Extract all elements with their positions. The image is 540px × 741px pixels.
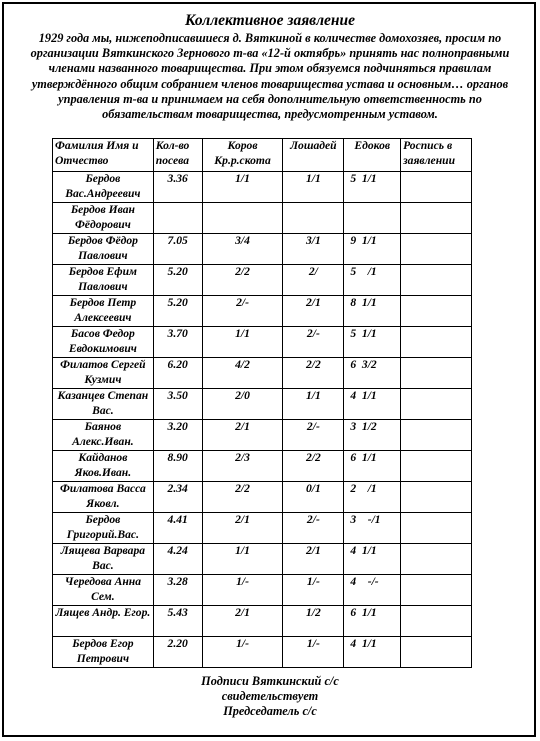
table-header-row <box>53 139 472 172</box>
cell-signature <box>401 420 472 451</box>
cell-name: Чередова Анна Сем. <box>53 575 154 606</box>
cell-name: Бердов Егор Петрович <box>53 637 154 668</box>
cell-name: Казанцев Степан Вас. <box>53 389 154 420</box>
table-row <box>53 544 472 575</box>
application-text <box>14 31 526 122</box>
cell-cows: 2/0 <box>202 389 283 420</box>
cell-cows: 2/1 <box>202 420 283 451</box>
cell-cows: 2/- <box>202 296 283 327</box>
cell-sown: 5.20 <box>153 265 202 296</box>
cell-signature <box>401 389 472 420</box>
header-sown: Кол-во посева <box>153 139 202 172</box>
cell-eaters: 4 1/1 <box>344 389 401 420</box>
cell-signature <box>401 544 472 575</box>
cell-cows: 1/- <box>202 575 283 606</box>
cell-horses: 2/- <box>283 513 344 544</box>
cell-eaters: 3 -/1 <box>344 513 401 544</box>
cell-horses: 1/1 <box>283 389 344 420</box>
header-name: Фамилия Имя и Отчество <box>53 139 154 172</box>
cell-eaters: 8 1/1 <box>344 296 401 327</box>
cell-sown: 5.20 <box>153 296 202 327</box>
footer-line: Председатель с/с <box>223 704 317 718</box>
table-row <box>53 482 472 513</box>
cell-sown: 6.20 <box>153 358 202 389</box>
table-row <box>53 203 472 234</box>
cell-horses: 2/1 <box>283 296 344 327</box>
header-signature: Роспись в заявлении <box>401 139 472 172</box>
cell-cows: 2/2 <box>202 482 283 513</box>
table-row <box>53 606 472 637</box>
table-row <box>53 296 472 327</box>
cell-cows: 4/2 <box>202 358 283 389</box>
cell-eaters: 2 /1 <box>344 482 401 513</box>
cell-sown: 5.43 <box>153 606 202 637</box>
cell-signature <box>401 637 472 668</box>
cell-sown: 3.20 <box>153 420 202 451</box>
footer-line: Подписи Вяткинский с/с <box>201 674 339 688</box>
table-row <box>53 234 472 265</box>
cell-sown: 8.90 <box>153 451 202 482</box>
intro-line: 1929 года мы, нижеподписавшиеся д. Вяткиной в количестве домохозяев, просим по <box>38 31 502 45</box>
cell-name: Бердов Петр Алексеевич <box>53 296 154 327</box>
footer-line: свидетельствует <box>221 689 319 703</box>
cell-cows <box>202 203 283 234</box>
cell-name: Бердов Григорий.Вас. <box>53 513 154 544</box>
table-row <box>53 172 472 203</box>
cell-eaters: 3 1/2 <box>344 420 401 451</box>
cell-sown: 4.41 <box>153 513 202 544</box>
cell-eaters: 5 /1 <box>344 265 401 296</box>
cell-name: Бердов Иван Фёдорович <box>53 203 154 234</box>
cell-sown: 2.34 <box>153 482 202 513</box>
cell-horses: 2/- <box>283 327 344 358</box>
intro-line: членами названного товарищества. При этом обязуемся подчиняться правилам <box>48 61 492 76</box>
table-row <box>53 327 472 358</box>
cell-sown <box>153 203 202 234</box>
cell-sown: 7.05 <box>153 234 202 265</box>
table-row <box>53 513 472 544</box>
cell-name: Бердов Вас.Андреевич <box>53 172 154 203</box>
cell-eaters: 4 1/1 <box>344 544 401 575</box>
intro-line: обязательствам товарищества, предусмотренным уставом. <box>102 107 438 122</box>
cell-cows: 1/1 <box>202 544 283 575</box>
cell-signature <box>401 203 472 234</box>
cell-name: Кайданов Яков.Иван. <box>53 451 154 482</box>
table-row <box>53 265 472 296</box>
cell-horses: 2/- <box>283 420 344 451</box>
table-row <box>53 389 472 420</box>
cell-sown: 4.24 <box>153 544 202 575</box>
cell-cows: 2/1 <box>202 606 283 637</box>
cell-eaters: 5 1/1 <box>344 327 401 358</box>
intro-line: организации Вяткинского Зернового т-ва «12-й октябрь» принять нас полноправными <box>30 46 510 61</box>
document-title: Коллективное заявление <box>184 12 356 29</box>
intro-line: управления т-ва и принимаем на себя дополнительную ответственность по <box>58 91 482 106</box>
cell-cows: 1/1 <box>202 172 283 203</box>
cell-name: Басов Федор Евдокимович <box>53 327 154 358</box>
cell-sown: 2.20 <box>153 637 202 668</box>
header-horses: Лошадей <box>283 139 344 172</box>
cell-signature <box>401 172 472 203</box>
cell-eaters: 6 1/1 <box>344 451 401 482</box>
cell-eaters: 6 1/1 <box>344 606 401 637</box>
table-row <box>53 358 472 389</box>
cell-horses: 1/- <box>283 637 344 668</box>
cell-cows: 1/1 <box>202 327 283 358</box>
cell-name: Лящев Андр. Егор. <box>53 606 154 637</box>
cell-horses: 1/2 <box>283 606 344 637</box>
cell-eaters: 6 3/2 <box>344 358 401 389</box>
header-cows: Коров Кр.р.скота <box>202 139 283 172</box>
cell-name: Бердов Ефим Павлович <box>53 265 154 296</box>
cell-signature <box>401 296 472 327</box>
cell-name: Филатов Сергей Кузмич <box>53 358 154 389</box>
cell-sown: 3.28 <box>153 575 202 606</box>
cell-cows: 2/3 <box>202 451 283 482</box>
cell-horses: 2/1 <box>283 544 344 575</box>
cell-horses: 0/1 <box>283 482 344 513</box>
cell-horses <box>283 203 344 234</box>
cell-name: Баянов Алекс.Иван. <box>53 420 154 451</box>
cell-name: Филатова Васса Яковл. <box>53 482 154 513</box>
cell-horses: 2/2 <box>283 451 344 482</box>
cell-name: Бердов Фёдор Павлович <box>53 234 154 265</box>
table-row <box>53 451 472 482</box>
header-eaters: Едоков <box>344 139 401 172</box>
cell-cows: 2/2 <box>202 265 283 296</box>
cell-cows: 3/4 <box>202 234 283 265</box>
table-row <box>53 575 472 606</box>
cell-signature <box>401 482 472 513</box>
table-row <box>53 420 472 451</box>
cell-horses: 2/ <box>283 265 344 296</box>
intro-line: утверждённого общим собранием членов товарищества устава и основным… органов <box>31 76 509 91</box>
cell-horses: 3/1 <box>283 234 344 265</box>
cell-horses: 1/1 <box>283 172 344 203</box>
cell-name: Лящева Варвара Вас. <box>53 544 154 575</box>
cell-signature <box>401 265 472 296</box>
cell-cows: 2/1 <box>202 513 283 544</box>
cell-sown: 3.70 <box>153 327 202 358</box>
cell-horses: 2/2 <box>283 358 344 389</box>
cell-eaters: 4 1/1 <box>344 637 401 668</box>
cell-eaters <box>344 203 401 234</box>
table-row <box>53 637 472 668</box>
cell-eaters: 9 1/1 <box>344 234 401 265</box>
cell-sown: 3.50 <box>153 389 202 420</box>
cell-signature <box>401 234 472 265</box>
cell-sown: 3.36 <box>153 172 202 203</box>
cell-signature <box>401 606 472 637</box>
signature-block <box>0 674 540 719</box>
cell-signature <box>401 513 472 544</box>
cell-signature <box>401 575 472 606</box>
cell-signature <box>401 358 472 389</box>
cell-cows: 1/- <box>202 637 283 668</box>
cell-eaters: 5 1/1 <box>344 172 401 203</box>
cell-signature <box>401 451 472 482</box>
cell-horses: 1/- <box>283 575 344 606</box>
cell-eaters: 4 -/- <box>344 575 401 606</box>
members-table <box>52 138 472 668</box>
cell-signature <box>401 327 472 358</box>
